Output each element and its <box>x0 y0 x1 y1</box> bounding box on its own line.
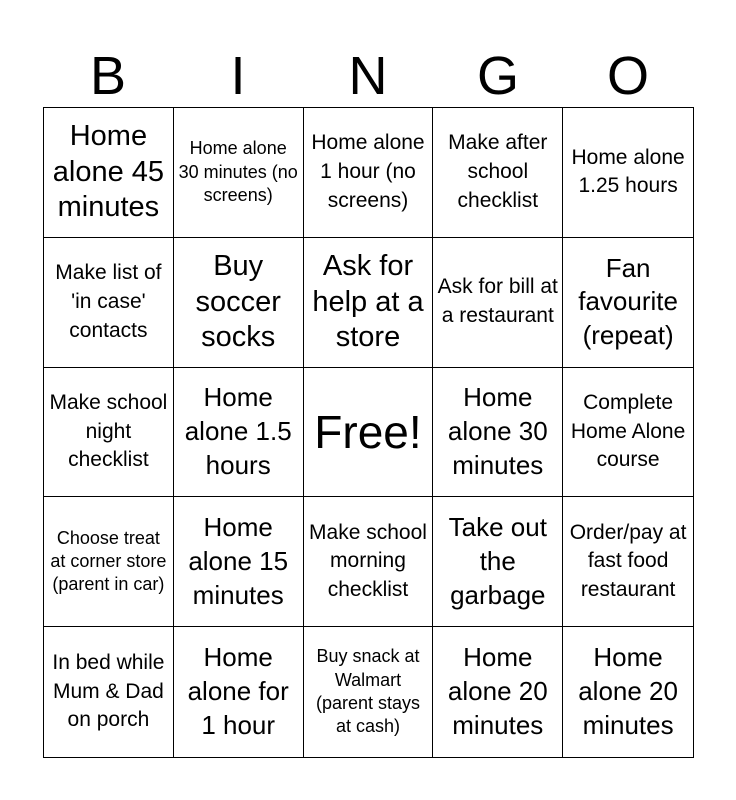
bingo-cell[interactable] <box>174 368 304 498</box>
bingo-cell[interactable] <box>563 108 693 238</box>
bingo-cell-text: Make after school checklist <box>448 131 548 212</box>
bingo-cell-text: Choose treat at corner store (parent in car) <box>50 527 167 595</box>
bingo-cell-text: Buy soccer socks <box>195 250 281 353</box>
bingo-cell-text: Home alone 30 minutes <box>447 382 548 480</box>
bingo-cell-text: In bed while Mum & Dad on porch <box>52 650 165 732</box>
bingo-cell-text: Ask for help at a store <box>312 250 424 353</box>
bingo-cell[interactable] <box>44 497 174 627</box>
bingo-cell-text: Home alone 1 hour (no screens) <box>311 131 425 212</box>
bingo-cell-text: Buy snack at Walmart (parent stays at cash) <box>315 646 421 737</box>
bingo-cell-text: Home alone 1.25 hours <box>571 145 685 198</box>
bingo-cell[interactable] <box>304 108 434 238</box>
bingo-cell[interactable] <box>44 238 174 368</box>
bingo-cell-text: Home alone 20 minutes <box>578 642 678 740</box>
bingo-cell[interactable] <box>433 238 563 368</box>
bingo-cell[interactable] <box>433 497 563 627</box>
bingo-cell[interactable] <box>304 238 434 368</box>
bingo-cell[interactable] <box>304 497 434 627</box>
bingo-grid <box>43 107 694 758</box>
bingo-cell[interactable] <box>44 627 174 757</box>
bingo-cell[interactable] <box>433 627 563 757</box>
bingo-cell-text: Free! <box>314 405 422 458</box>
bingo-cell[interactable] <box>433 108 563 238</box>
bingo-cell-text: Order/pay at fast food restaurant <box>569 520 687 602</box>
bingo-cell-text: Complete Home Alone course <box>570 390 686 472</box>
bingo-cell-text: Home alone 15 minutes <box>188 512 289 610</box>
bingo-cell-text: Home alone 30 minutes (no screens) <box>178 138 298 206</box>
bingo-cell[interactable] <box>433 368 563 498</box>
header-letter-b: B <box>89 46 127 106</box>
header-letter-g: G <box>476 46 519 106</box>
bingo-cell[interactable] <box>44 108 174 238</box>
bingo-cell-text: Take out the garbage <box>448 512 547 610</box>
bingo-cell-text: Home alone 1.5 hours <box>184 382 292 480</box>
bingo-cell[interactable] <box>44 368 174 498</box>
bingo-cell-text: Ask for bill at a restaurant <box>437 275 558 328</box>
bingo-cell-text: Make school night checklist <box>49 390 168 472</box>
bingo-cell[interactable] <box>563 368 693 498</box>
bingo-cell[interactable] <box>563 238 693 368</box>
header-letter-i: I <box>230 46 246 106</box>
bingo-cell-text: Home alone for 1 hour <box>187 642 289 740</box>
free-space-cell[interactable] <box>304 368 434 498</box>
bingo-cell-text: Fan favourite (repeat) <box>578 252 678 351</box>
header-letter-o: O <box>606 46 649 106</box>
bingo-cell[interactable] <box>563 497 693 627</box>
bingo-cell-text: Home alone 45 minutes <box>52 120 165 224</box>
bingo-cell[interactable] <box>174 627 304 757</box>
bingo-header <box>43 44 693 108</box>
bingo-cell[interactable] <box>174 238 304 368</box>
bingo-cell[interactable] <box>174 108 304 238</box>
bingo-cell-text: Make list of 'in case' contacts <box>55 261 162 342</box>
bingo-cell[interactable] <box>174 497 304 627</box>
bingo-cell[interactable] <box>304 627 434 757</box>
bingo-cell-text: Make school morning checklist <box>309 520 427 602</box>
bingo-cell-text: Home alone 20 minutes <box>447 642 548 740</box>
header-letter-n: N <box>348 46 388 106</box>
bingo-cell[interactable] <box>563 627 693 757</box>
